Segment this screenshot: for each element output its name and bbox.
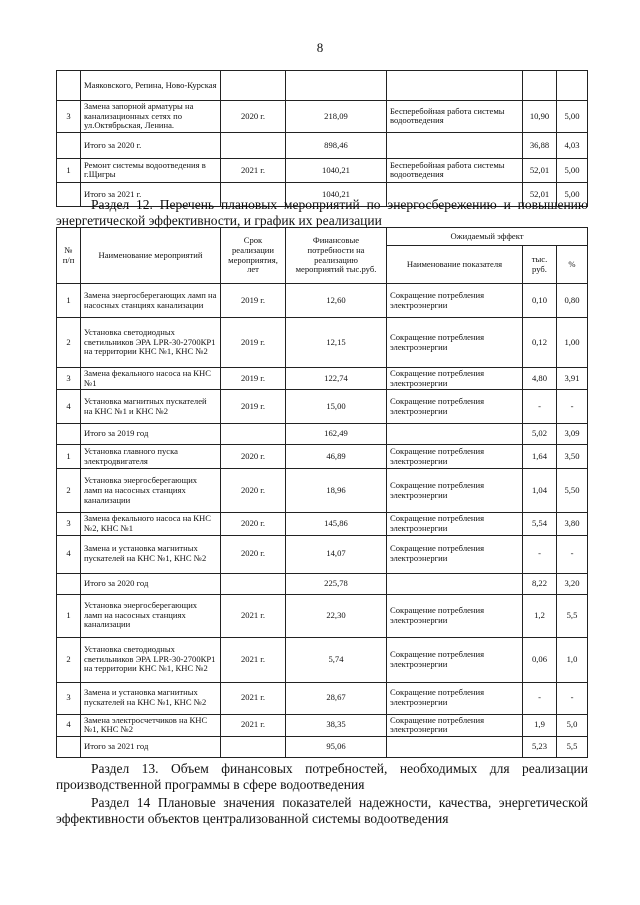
cell-pct: 5,5 xyxy=(557,736,588,757)
energy-measures-table xyxy=(56,227,588,758)
cell-cost: 162,49 xyxy=(286,424,387,445)
table-row xyxy=(57,513,588,535)
cell-name: Замена запорной арматуры на канализационных сетях по ул.Октябрьская, Ленина. xyxy=(81,101,221,133)
cell-indicator: Сокращение потребления электроэнергии xyxy=(387,535,523,573)
cell-cost: 18,96 xyxy=(286,469,387,513)
cell-num xyxy=(57,424,81,445)
table-row xyxy=(57,445,588,469)
cell-name: Установка энергосберегающих ламп на насосных станциях канализации xyxy=(81,469,221,513)
cell-num: 4 xyxy=(57,390,81,424)
header-thousand-rub: тыс. руб. xyxy=(523,246,557,284)
cell-k: 1,9 xyxy=(523,714,557,736)
cell-pct: 5,00 xyxy=(557,158,588,182)
cell-num: 3 xyxy=(57,368,81,390)
cell-pct: 1,00 xyxy=(557,318,588,368)
cell-cost: 5,74 xyxy=(286,637,387,682)
cell-k: 5,23 xyxy=(523,736,557,757)
total-row xyxy=(57,424,588,445)
cell-k: 5,54 xyxy=(523,513,557,535)
cell-cost: 12,60 xyxy=(286,284,387,318)
table-row xyxy=(57,390,588,424)
cell-num: 1 xyxy=(57,445,81,469)
cell-term: 2021 г. xyxy=(221,637,286,682)
cell-k: 0,12 xyxy=(523,318,557,368)
cell-cost: 46,89 xyxy=(286,445,387,469)
cell-num: 1 xyxy=(57,594,81,637)
cell-indicator: Сокращение потребления электроэнергии xyxy=(387,445,523,469)
table-row xyxy=(57,101,588,133)
section-13-heading: Раздел 13. Объем финансовых потребностей, необходимых для реализации производственной программы в сфере водоотведения xyxy=(56,761,588,792)
cell-indicator: Сокращение потребления электроэнергии xyxy=(387,390,523,424)
cell-cost: 14,07 xyxy=(286,535,387,573)
cell-num: 2 xyxy=(57,637,81,682)
cell-k: 5,02 xyxy=(523,424,557,445)
cell-pct: 0,80 xyxy=(557,284,588,318)
cell-num: 2 xyxy=(57,469,81,513)
cell-num xyxy=(57,132,81,158)
cell-name: Установка главного пуска электродвигателя xyxy=(81,445,221,469)
cell-num xyxy=(57,736,81,757)
cell-name: Итого за 2020 г. xyxy=(81,132,221,158)
cell-cost: 15,00 xyxy=(286,390,387,424)
cell-cost: 22,30 xyxy=(286,594,387,637)
cell-pct: 1,0 xyxy=(557,637,588,682)
cell-term: 2020 г. xyxy=(221,445,286,469)
cell-name: Установка магнитных пускателей на КНС №1 и КНС №2 xyxy=(81,390,221,424)
total-row xyxy=(57,573,588,594)
cell-name: Замена и установка магнитных пускателей на КНС №1, КНС №2 xyxy=(81,535,221,573)
cell-term: 2019 г. xyxy=(221,284,286,318)
cell-indicator: Сокращение потребления электроэнергии xyxy=(387,513,523,535)
cell-cost: 38,35 xyxy=(286,714,387,736)
cell-pct: 5,00 xyxy=(557,101,588,133)
cell-term xyxy=(221,424,286,445)
cell-k: - xyxy=(523,682,557,714)
cell-indicator: Сокращение потребления электроэнергии xyxy=(387,714,523,736)
table-row xyxy=(57,714,588,736)
cell-name: Замена фекального насоса на КНС №1 xyxy=(81,368,221,390)
cell-pct: 3,50 xyxy=(557,445,588,469)
table-row xyxy=(57,71,588,101)
cell-term: 2020 г. xyxy=(221,513,286,535)
cell-num: 3 xyxy=(57,682,81,714)
cell-k: 1,2 xyxy=(523,594,557,637)
cell-indicator xyxy=(387,132,523,158)
total-row xyxy=(57,736,588,757)
header-num: № п/п xyxy=(57,228,81,284)
cell-name: Установка светодиодных светильников ЭРА LPR-30-2700КР1 на территории КНС №1, КНС №2 xyxy=(81,637,221,682)
cell-cost: 1040,21 xyxy=(286,182,387,206)
cell-pct xyxy=(557,71,588,101)
cell-pct: - xyxy=(557,390,588,424)
cell-pct: 4,03 xyxy=(557,132,588,158)
table-row xyxy=(57,535,588,573)
cell-indicator xyxy=(387,736,523,757)
cell-term: 2020 г. xyxy=(221,101,286,133)
cell-k: 52,01 xyxy=(523,182,557,206)
cell-name: Итого за 2020 год xyxy=(81,573,221,594)
cell-indicator xyxy=(387,424,523,445)
cell-name: Замена фекального насоса на КНС №2, КНС №1 xyxy=(81,513,221,535)
cell-cost: 225,78 xyxy=(286,573,387,594)
cell-term: 2020 г. xyxy=(221,535,286,573)
cell-k: 52,01 xyxy=(523,158,557,182)
cell-k: 0,06 xyxy=(523,637,557,682)
cell-name: Замена и установка магнитных пускателей на КНС №1, КНС №2 xyxy=(81,682,221,714)
cell-k: 1,04 xyxy=(523,469,557,513)
cell-indicator: Сокращение потребления электроэнергии xyxy=(387,318,523,368)
cell-num: 2 xyxy=(57,318,81,368)
cell-pct: - xyxy=(557,682,588,714)
cell-cost: 1040,21 xyxy=(286,158,387,182)
cell-term: 2019 г. xyxy=(221,318,286,368)
cell-indicator: Сокращение потребления электроэнергии xyxy=(387,594,523,637)
cell-k: 10,90 xyxy=(523,101,557,133)
cell-term xyxy=(221,71,286,101)
cell-term xyxy=(221,132,286,158)
total-row xyxy=(57,132,588,158)
cell-cost: 898,46 xyxy=(286,132,387,158)
cell-pct: 3,09 xyxy=(557,424,588,445)
page-number: 8 xyxy=(316,40,324,55)
cell-term xyxy=(221,736,286,757)
cell-num xyxy=(57,71,81,101)
table-row xyxy=(57,158,588,182)
cell-pct: 3,80 xyxy=(557,513,588,535)
table-row xyxy=(57,284,588,318)
cell-name: Замена электросчетчиков на КНС №1, КНС №2 xyxy=(81,714,221,736)
table-row xyxy=(57,637,588,682)
cell-k: - xyxy=(523,535,557,573)
cell-k: 8,22 xyxy=(523,573,557,594)
cell-indicator: Сокращение потребления электроэнергии xyxy=(387,368,523,390)
cell-k: 36,88 xyxy=(523,132,557,158)
cell-indicator: Бесперебойная работа системы водоотведения xyxy=(387,101,523,133)
cell-k xyxy=(523,71,557,101)
header-name: Наименование мероприятий xyxy=(81,228,221,284)
cell-name: Установка энергосберегающих ламп на насосных станциях канализации xyxy=(81,594,221,637)
cell-num: 3 xyxy=(57,101,81,133)
cell-cost: 12,15 xyxy=(286,318,387,368)
table-row xyxy=(57,368,588,390)
cell-num: 1 xyxy=(57,158,81,182)
cell-pct: 5,5 xyxy=(557,594,588,637)
cell-indicator: Бесперебойная работа системы водоотведения xyxy=(387,158,523,182)
cell-indicator: Сокращение потребления электроэнергии xyxy=(387,284,523,318)
cell-cost: 28,67 xyxy=(286,682,387,714)
cell-num: 4 xyxy=(57,714,81,736)
table-row xyxy=(57,682,588,714)
cell-num: 3 xyxy=(57,513,81,535)
cell-num: 4 xyxy=(57,535,81,573)
cell-cost: 145,86 xyxy=(286,513,387,535)
cell-k: 1,64 xyxy=(523,445,557,469)
cell-name: Итого за 2019 год xyxy=(81,424,221,445)
cell-indicator xyxy=(387,573,523,594)
cell-indicator: Сокращение потребления электроэнергии xyxy=(387,682,523,714)
cell-name: Маяковского, Репина, Ново-Курская xyxy=(81,71,221,101)
header-cost: Финансовые потребности на реализацию мероприятий тыс.руб. xyxy=(286,228,387,284)
cell-name: Итого за 2021 год xyxy=(81,736,221,757)
cell-term: 2021 г. xyxy=(221,714,286,736)
cell-cost: 95,06 xyxy=(286,736,387,757)
cell-term xyxy=(221,573,286,594)
cell-cost: 218,09 xyxy=(286,101,387,133)
section-14-heading: Раздел 14 Плановые значения показателей надежности, качества, энергетической эффективности объектов централизованной системы водоотведения xyxy=(56,795,588,826)
cell-term: 2020 г. xyxy=(221,469,286,513)
cell-term: 2021 г. xyxy=(221,594,286,637)
cell-pct: - xyxy=(557,535,588,573)
cell-indicator: Сокращение потребления электроэнергии xyxy=(387,469,523,513)
cell-term: 2019 г. xyxy=(221,368,286,390)
cell-k: 0,10 xyxy=(523,284,557,318)
cell-name: Замена энергосберегающих ламп на насосных станциях канализации xyxy=(81,284,221,318)
top-table xyxy=(56,70,588,207)
cell-num xyxy=(57,573,81,594)
header-term: Срок реализации мероприятия, лет xyxy=(221,228,286,284)
header-indicator: Наименование показателя xyxy=(387,246,523,284)
cell-name: Ремонт системы водоотведения в г.Щигры xyxy=(81,158,221,182)
cell-pct: 5,0 xyxy=(557,714,588,736)
cell-term: 2019 г. xyxy=(221,390,286,424)
cell-name: Установка светодиодных светильников ЭРА LPR-30-2700КР1 на территории КНС №1, КНС №2 xyxy=(81,318,221,368)
cell-indicator xyxy=(387,71,523,101)
cell-cost xyxy=(286,71,387,101)
header-percent: % xyxy=(557,246,588,284)
cell-name: Итого за 2021 г. xyxy=(81,182,221,206)
cell-pct: 3,20 xyxy=(557,573,588,594)
table-row xyxy=(57,318,588,368)
cell-k: 4,80 xyxy=(523,368,557,390)
cell-pct: 5,50 xyxy=(557,469,588,513)
cell-term: 2021 г. xyxy=(221,158,286,182)
cell-indicator: Сокращение потребления электроэнергии xyxy=(387,637,523,682)
cell-num: 1 xyxy=(57,284,81,318)
cell-cost: 122,74 xyxy=(286,368,387,390)
section-12-heading: Раздел 12. Перечень плановых мероприятий по энергосбережению и повышению энергетической эффективности, и график их реализации xyxy=(56,197,588,228)
table-row xyxy=(57,469,588,513)
cell-term: 2021 г. xyxy=(221,682,286,714)
cell-pct: 3,91 xyxy=(557,368,588,390)
table-row xyxy=(57,594,588,637)
cell-k: - xyxy=(523,390,557,424)
cell-pct: 5,00 xyxy=(557,182,588,206)
header-effect: Ожидаемый эффект xyxy=(387,228,588,246)
